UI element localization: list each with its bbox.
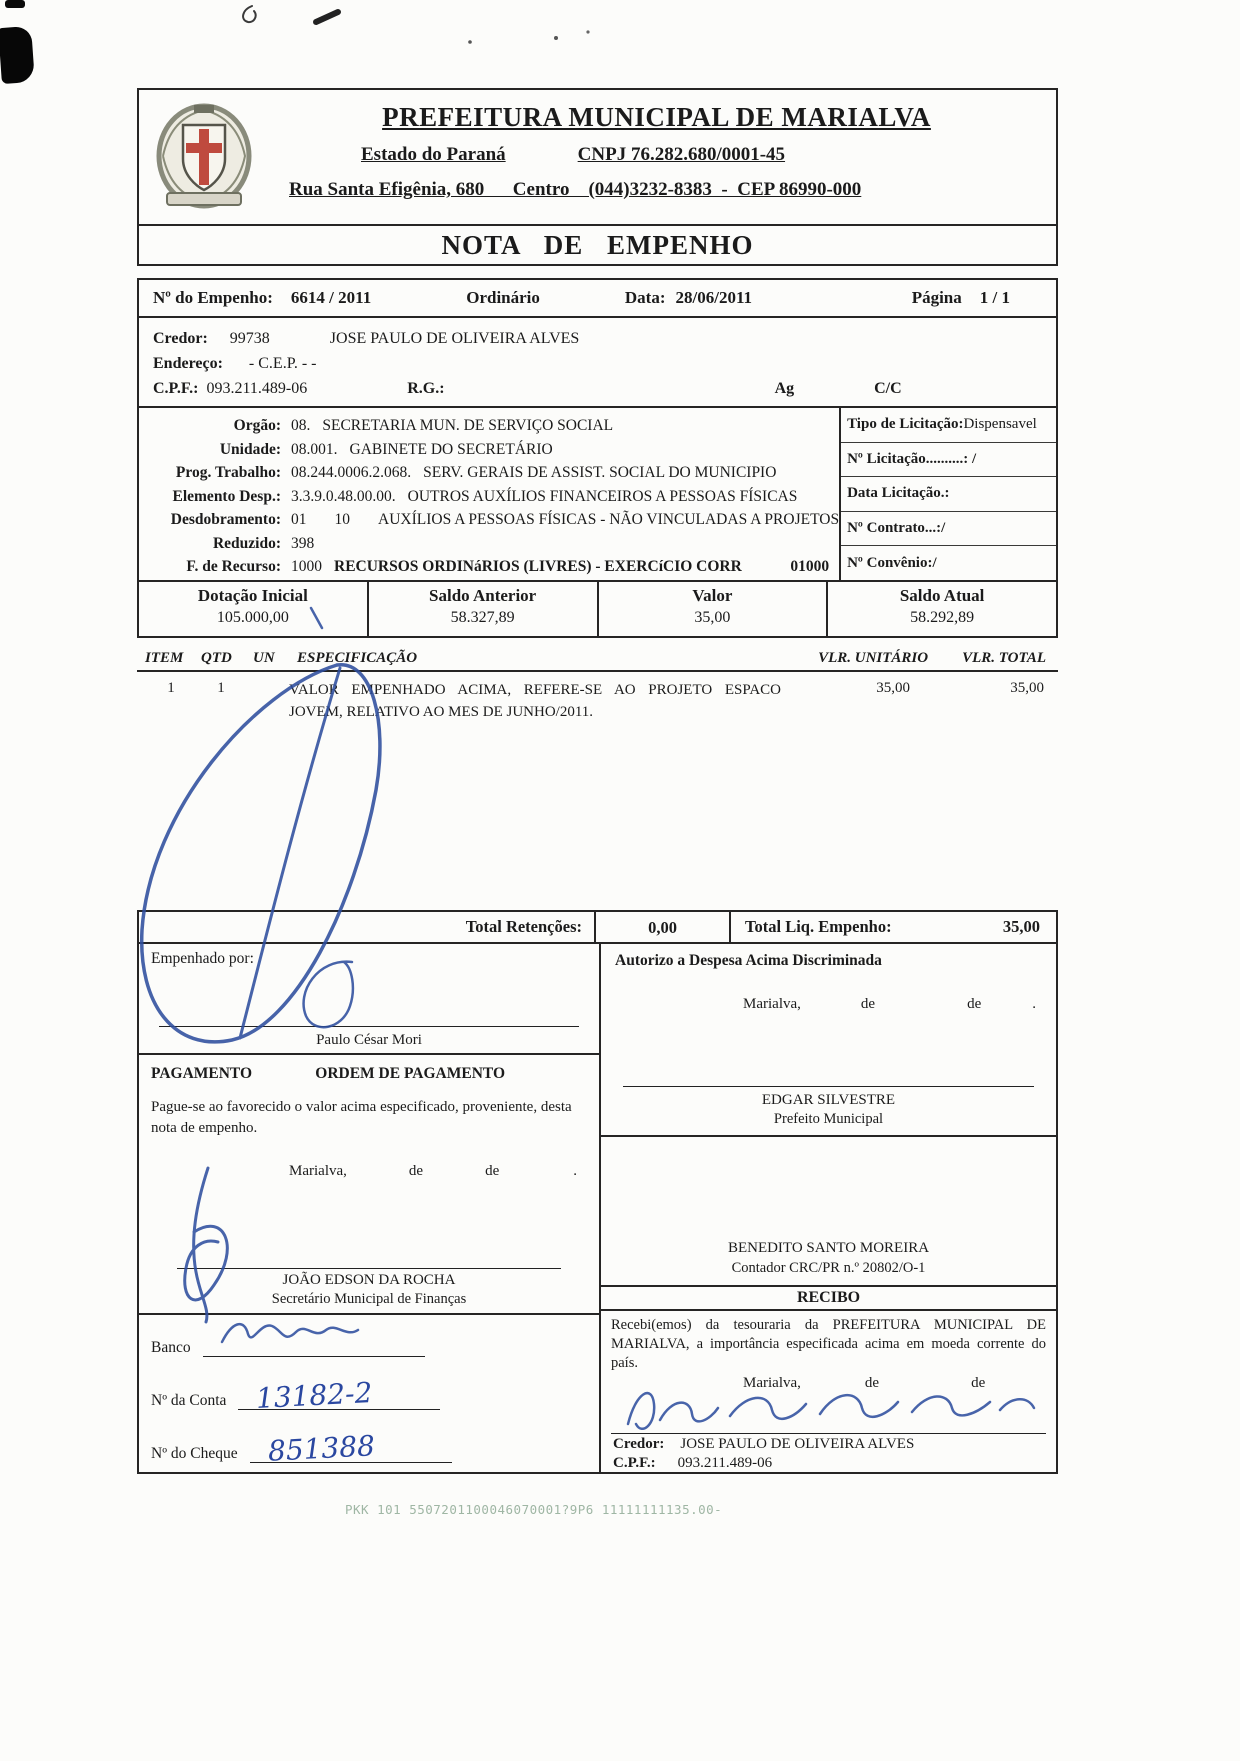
col-vlr-total: VLR. TOTAL [962, 650, 1046, 666]
scan-artifact-blob [0, 26, 35, 84]
dotacao-inicial-value: 105.000,00 [216, 609, 289, 626]
orgao-label: Orgão: [233, 417, 281, 434]
cnpj-value: CNPJ 76.282.680/0001-45 [577, 144, 786, 165]
total-liquido-value: 35,00 [1002, 917, 1040, 936]
de-label: de [864, 1375, 880, 1392]
unidade-label: Unidade: [219, 440, 281, 458]
de-label: de [971, 1375, 986, 1392]
date-value: 28/06/2011 [675, 288, 753, 307]
conta-label: Nº da Conta [151, 1392, 227, 1409]
budget-classification-section [137, 406, 1058, 582]
coat-of-arms-icon [139, 90, 269, 224]
num-licitacao: Nº Licitação..........: / [841, 443, 1056, 478]
contador-title: Contador CRC/PR n.º 20802/O-1 [731, 1260, 926, 1276]
fonte-recurso-label: F. de Recurso: [186, 558, 281, 575]
prog-trabalho-label: Prog. Trabalho: [175, 464, 281, 481]
total-liquido-label: Total Liq. Empenho: [745, 917, 892, 936]
col-un: UN [253, 650, 275, 666]
address-line: Rua Santa Efigênia, 680 Centro (044)3232-8383 - CEP 86990-000 [289, 179, 862, 200]
empenhado-signer-name: Paulo César Mori [316, 1032, 422, 1048]
reduzido-value: 398 [291, 534, 315, 552]
city-label: Marialva, [743, 1375, 801, 1392]
recibo-cpf-label: C.P.F.: [613, 1455, 656, 1471]
elemento-desc: OUTROS AUXÍLIOS FINANCEIROS A PESSOAS FÍSICAS [407, 487, 798, 505]
creditor-code: 99738 [229, 330, 270, 347]
financas-signer-name: JOÃO EDSON DA ROCHA [282, 1272, 456, 1288]
contador-block [601, 1137, 1056, 1287]
de-label: de [860, 996, 876, 1012]
col-qtd: QTD [201, 650, 232, 666]
period-mark: . [1032, 996, 1036, 1012]
total-retencoes-label: Total Retenções: [465, 917, 582, 936]
reduzido-label: Reduzido: [212, 534, 281, 552]
cpf-value: 093.211.489-06 [206, 380, 308, 397]
signature-line [623, 1086, 1034, 1087]
item-total-price: 35,00 [1010, 680, 1044, 696]
fonte-recurso-code: 1000 [291, 558, 322, 575]
fonte-recurso-extra: 01000 [790, 558, 830, 575]
creditor-label: Credor: [153, 330, 208, 347]
item-qty: 1 [217, 680, 225, 696]
header-text [269, 90, 1056, 224]
dotacao-inicial-header: Dotação Inicial [197, 586, 308, 605]
totals-row [137, 910, 1058, 944]
empenhado-block [139, 942, 599, 1055]
autorizo-title: Autorizo a Despesa Acima Discriminada [615, 952, 882, 969]
creditor-section [137, 316, 1058, 408]
budget-fields [139, 408, 839, 580]
pagamento-text: Pague-se ao favorecido o valor acima especificado, proveniente, desta nota de empenho. [151, 1099, 572, 1136]
item-description: VALOR EMPENHADO ACIMA, REFERE-SE AO PROJETO ESPACO JOVEM, RELATIVO AO MES DE JUNHO/2011. [289, 682, 781, 720]
pagamento-block [139, 1055, 599, 1315]
prefeito-name: EDGAR SILVESTRE [761, 1092, 896, 1108]
dotacao-table [137, 580, 1058, 638]
saldo-atual-value: 58.292,89 [910, 609, 975, 626]
prefeito-title: Prefeito Municipal [773, 1111, 884, 1127]
signatures-section [137, 942, 1058, 1474]
address-value: - C.E.P. - - [248, 355, 317, 372]
conta-field [238, 1375, 440, 1416]
num-convenio: Nº Convênio:/ [847, 554, 937, 571]
city-label: Marialva, [289, 1163, 347, 1179]
desdobramento-code2: 10 [334, 511, 350, 528]
contador-name: BENEDITO SANTO MOREIRA [727, 1240, 930, 1256]
de-label: de [967, 996, 982, 1012]
nota-de-empenho-form [137, 88, 1058, 1474]
ordem-pagamento-title: ORDEM DE PAGAMENTO [315, 1065, 505, 1082]
municipality-name: PREFEITURA MUNICIPAL DE MARIALVA [382, 102, 931, 132]
col-especificacao: ESPECIFICAÇÃO [297, 650, 418, 666]
data-licitacao: Data Licitação.: [841, 477, 1056, 512]
account-label: C/C [874, 380, 902, 397]
de-label: de [408, 1163, 424, 1179]
recibo-credor-label: Credor: [613, 1436, 665, 1452]
saldo-anterior-value: 58.327,89 [450, 609, 515, 626]
pagamento-title: PAGAMENTO [151, 1065, 253, 1082]
orgao-desc: SECRETARIA MUN. DE SERVIÇO SOCIAL [322, 417, 614, 434]
tipo-licitacao-label: Tipo de Licitação: [847, 416, 964, 433]
num-contrato: Nº Contrato...:/ [841, 512, 1056, 547]
unidade-code: 08.001. [291, 440, 338, 458]
tipo-licitacao-value: Dispensavel [963, 416, 1037, 433]
handwritten-cheque: 851388 [266, 1429, 376, 1468]
top-pen-marks [243, 6, 590, 44]
banco-label: Banco [151, 1339, 191, 1356]
items-table-header [137, 644, 1058, 672]
cpf-label: C.P.F.: [153, 380, 199, 397]
empenho-number-label: Nº do Empenho: [153, 288, 273, 307]
period-mark: . [573, 1163, 577, 1179]
page-value: 1 / 1 [979, 288, 1010, 307]
fonte-recurso-desc: RECURSOS ORDINáRIOS (LIVRES) - EXERCíCIO CORR [334, 558, 742, 575]
address-label: Endereço: [153, 355, 223, 372]
elemento-code: 3.3.9.0.48.00.00. [291, 487, 396, 505]
valor-header: Valor [692, 586, 733, 605]
creditor-name: JOSE PAULO DE OLIVEIRA ALVES [329, 330, 580, 347]
city-label: Marialva, [743, 996, 801, 1012]
recibo-text: Recebi(emos) da tesouraria da PREFEITURA MUNICIPAL DE MARIALVA, a importância especificada acima em moeda corrente do país. [611, 1317, 1046, 1372]
elemento-label: Elemento Desp.: [172, 487, 281, 505]
unidade-desc: GABINETE DO SECRETÁRIO [349, 440, 553, 458]
valor-value: 35,00 [694, 609, 731, 626]
cheque-label: Nº do Cheque [151, 1445, 238, 1462]
prog-trabalho-code: 08.244.0006.2.068. [291, 464, 412, 481]
saldo-atual-header: Saldo Atual [899, 586, 985, 605]
saldo-anterior-header: Saldo Anterior [429, 586, 537, 605]
recibo-cpf-value: 093.211.489-06 [677, 1455, 773, 1471]
bank-block [139, 1315, 599, 1472]
machine-printed-line: PKK 101 5507201100046070001?9P6 11111111135.00- [345, 1502, 723, 1517]
document-title: NOTA DE EMPENHO [137, 224, 1058, 266]
empenho-number: 6614 / 2011 [290, 288, 372, 307]
recibo-title: RECIBO [601, 1287, 1056, 1311]
recibo-block [601, 1287, 1056, 1472]
signature-line [159, 1026, 579, 1027]
document-header [137, 88, 1058, 226]
date-label: Data: [624, 288, 666, 307]
page-label: Página [911, 288, 962, 307]
empenho-summary-row [137, 278, 1058, 318]
col-vlr-unitario: VLR. UNITÁRIO [818, 650, 929, 666]
col-item: ITEM [145, 650, 184, 666]
prog-trabalho-desc: SERV. GERAIS DE ASSIST. SOCIAL DO MUNICIPIO [423, 464, 777, 481]
de-label: de [485, 1163, 500, 1179]
empenho-type: Ordinário [466, 288, 540, 307]
desdobramento-desc: AUXÍLIOS A PESSOAS FÍSICAS - NÃO VINCULADAS A PROJETOS [378, 511, 840, 528]
total-retencoes-value: 0,00 [594, 912, 731, 942]
handwritten-conta: 13182-2 [255, 1375, 374, 1416]
scan-artifact-mark [5, 0, 25, 8]
cheque-field [250, 1429, 452, 1468]
rg-label: R.G.: [407, 380, 445, 397]
item-unit-price: 35,00 [876, 680, 910, 696]
state-label: Estado do Paraná [361, 144, 506, 165]
recibo-credor-name: JOSE PAULO DE OLIVEIRA ALVES [680, 1436, 915, 1452]
items-table-body [137, 672, 1058, 910]
desdobramento-code1: 01 [291, 511, 307, 528]
licitacao-column [839, 408, 1056, 580]
recibo-signature-area [601, 1392, 1056, 1433]
banco-field [203, 1331, 425, 1357]
financas-signer-title: Secretário Municipal de Finanças [271, 1291, 467, 1307]
empenhado-por-label: Empenhado por: [151, 950, 254, 967]
item-number: 1 [167, 680, 175, 696]
table-row [145, 680, 1050, 724]
autorizo-block [601, 942, 1056, 1137]
agency-label: Ag [774, 380, 795, 397]
desdobramento-label: Desdobramento: [170, 511, 281, 528]
orgao-code: 08. [291, 417, 311, 434]
signature-line [177, 1268, 561, 1269]
